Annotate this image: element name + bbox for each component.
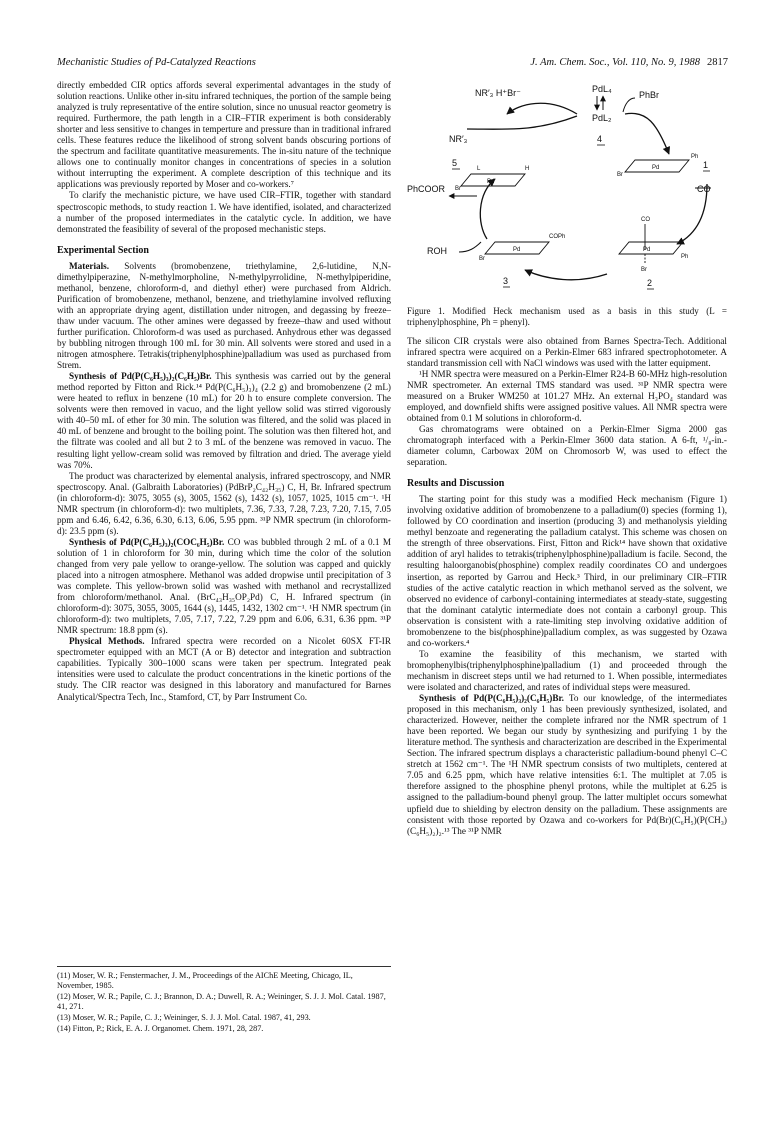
run-in-heading: Materials. bbox=[69, 260, 110, 271]
carbonyl-label: CO bbox=[641, 217, 650, 223]
roh-label: ROH bbox=[427, 246, 447, 256]
pd-label: Pd bbox=[652, 165, 660, 171]
paragraph-text: Solvents (bromobenzene, triethylamine, 2,6-lutidine, N,N-dimethylpiperazine, N-methylmorpholine, N-methylpyrrolidine, N-methylpiperidine, methanol, benzene, chloroform-d, and diethyl ether) were purchased from Aldrich. Purification of bromobenzene, methanol, benzene, and triethylamine involved refluxing with an appropriate drying agent, distillation under nitrogen, and degassing by freeze–thaw under vacuum. The other amines were degassed by freeze–thaw and used without further purification. Chloroform-d was used as purchased. Anhydrous ether was degassed by bubbling nitrogen through 100 mL for 30 min. All solvents were stored and used in a nitrogen atmosphere. Tetrakis(triphenylphosphine)palladium was used as purchased from Strem. bbox=[57, 260, 391, 371]
bromide-label: Br bbox=[479, 256, 485, 262]
footnote: (11) Moser, W. R.; Fenstermacher, J. M., Proceedings of the AIChE Meeting, Chicago, IL, November, 1985. bbox=[57, 971, 353, 990]
arc-from-amine bbox=[467, 116, 577, 129]
acyl-label: COPh bbox=[549, 234, 566, 240]
arc-oxidative-addition bbox=[625, 113, 669, 154]
arc-insertion bbox=[525, 270, 607, 280]
bromide-label: Br bbox=[641, 267, 647, 273]
paragraph-characterization: The product was characterized by elemental analysis, infrared spectroscopy, and NMR spectroscopy. Anal. (Galbraith Laboratories) (PdBrP₂C₄₂H₃₅) C, H, Br. Infrared spectrum (in chloroform-d): 3075, 3055 (s), 3005, 1562 (s), 1432 (s), 1057, 1025, 1015 cm⁻¹. ¹H NMR spectrum (in chloroform-d): two multiplets, 7.36, 7.33, 7.28, 7.23, 7.20, 7.15, 7.05 ppm and 6.46, 6.42, 6.36, 6.30, 6.13, 6.06, 5.95 ppm. ³¹P NMR spectrum (in chloroform-d): 23.5 ppm (s). bbox=[57, 470, 391, 536]
run-in-heading: Synthesis of Pd(P(C₆H₅)₃)₂(COC₆H₅)Br. bbox=[69, 536, 225, 547]
arc-phbr-in bbox=[623, 98, 635, 112]
right-column bbox=[407, 84, 727, 837]
pd-label: Pd bbox=[487, 179, 495, 185]
run-in-heading: Synthesis of Pd(P(C₆H₅)₃)₂(C₆H₅)Br. bbox=[419, 693, 564, 704]
pdl4-label: PdL₄ bbox=[592, 84, 612, 94]
section-heading-experimental: Experimental Section bbox=[57, 244, 149, 256]
paragraph: To clarify the mechanistic picture, we have used CIR–FTIR, together with standard spectroscopic methods, to study reaction 1. We have identified, isolated, and characterized a number of the proposed intermediates in the catalytic cycle. In addition, we have demonstrated the feasibility of several of the proposed mechanistic steps. bbox=[57, 190, 391, 234]
compound-2-label: 2 bbox=[647, 278, 653, 288]
paragraph-text: To our knowledge, of the intermediates proposed in this mechanism, only 1 has been previously synthesized, isolated, and characterized. However, neither the complete infrared nor the NMR spectrum of 1 have been reported. We began our study by synthesizing and purifying 1 by the literature method. The synthesis and characterization are described in the Experimental Section. The infrared spectrum displays a characteristic palladium-bound phenyl C–C stretch at 1562 cm⁻¹. The ¹H NMR spectrum consists of two multiplets, centered at 7.05 and 6.25 ppm, which have relative intensities 6:1. The multiplet at 7.05 is therefore assigned to the phosphine phenyl protons, while the multiplet at 6.25 is assigned to the palladium-bound phenyl group. The latter multiplet occurs somewhat upfield due to shielding by electron density on the palladium. These assignments are consistent with those reported by Ozawa and co-workers for Pd(Br)(C₆H₅)(P(CH₃)(C₆H₅)₂)₂.¹³ The ³¹P NMR bbox=[407, 693, 727, 836]
paragraph: The starting point for this study was a modified Heck mechanism (Figure 1) involving oxidative addition of bromobenzene to a palladium(0) species (forming 1), followed by CO coordination and insertion (producing 3) and methanolysis yielding methyl benzoate and regenerating the palladium catalyst. This scheme was chosen on the strength of three observations. First, Fitton and Rick¹⁴ have shown that oxidative addition of aryl halides to tetrakis(triphenylphosphine)palladium is facile. Second, the resulting haloorganobis(phosphine) complex readily coordinates CO and undergoes insertion, as reported by Garrou and Heck.³ Third, in our preliminary CIR–FTIR studies of the active catalytic reaction in which methanol served as the solvent, we observed no evidence of carbonyl-containing intermediates at steady-state, suggesting that the dominant catalytic intermediate does not contain a carbonyl group. This observation is consistent with a rate-limiting step involving oxidative addition of bromobenzene to the bis(phosphine)palladium complex, as was suggested by Ozawa and co-workers.⁴ bbox=[407, 494, 727, 648]
phcoor-label: PhCOOR bbox=[407, 184, 446, 194]
arc-methanolysis bbox=[480, 179, 495, 239]
phenyl-label: Ph bbox=[681, 254, 689, 260]
run-in-heading: Physical Methods. bbox=[69, 636, 145, 647]
catalytic-cycle-diagram bbox=[407, 84, 727, 294]
compound-3-label: 3 bbox=[503, 276, 509, 286]
running-head-journal bbox=[530, 57, 728, 68]
bromide-label: Br bbox=[617, 172, 623, 178]
compound-4-label: 4 bbox=[597, 134, 603, 144]
paragraph: ¹H NMR spectra were measured on a Perkin-Elmer R24-B 60-MHz high-resolution NMR spectrometer. An external TMS standard was used. ³¹P NMR spectra were measured on a Bruker WM250 at 101.27 MHz. An external H₃PO₄ standard was employed, and downfield shifts were assigned positive values. All NMR spectra were obtained from 0.1 M solutions in chloroform-d. bbox=[407, 368, 727, 423]
figure-1-scheme bbox=[407, 84, 727, 294]
phbr-label: PhBr bbox=[639, 90, 660, 100]
paragraph-synthesis-1 bbox=[57, 371, 391, 470]
run-in-heading: Synthesis of Pd(P(C₆H₅)₃)₂(C₆H₅)Br. bbox=[69, 371, 212, 382]
page-number: 2817 bbox=[707, 57, 728, 68]
paragraph-text: Infrared spectra were recorded on a Nicolet 60SX FT-IR spectrometer equipped with an MCT (A or B) detector and integration and subtraction capabilities. Typically 300–1000 scans were taken per spectrum. Integrated peak intensities were used to calculate the product concentrations in the kinetic portions of the study. The CIR reactor was designed in this laboratory and manufactured for Barnes Analytical/Spectra Tech, Inc., Stamford, CT, by Parr Instrument Co. bbox=[57, 636, 391, 702]
running-head bbox=[57, 57, 728, 73]
hydride-label: H bbox=[525, 166, 530, 172]
paragraph: Gas chromatograms were obtained on a Perkin-Elmer Sigma 2000 gas chromatograph interfaced with a Perkin-Elmer 3600 data station. A 6-ft, ¹/₈-in.-diameter column, Carbowax 20M on Chromosorb W, was used to effect the separation. bbox=[407, 423, 727, 468]
co-label: CO bbox=[697, 184, 711, 194]
amine-salt-label: NR′₃ H⁺Br⁻ bbox=[475, 88, 521, 98]
paragraph-text: CO was bubbled through 2 mL of a 0.1 M solution of 1 in chloroform for 30 min, during which time the color of the solution changed from very pale yellow to orange-yellow. The solution was capped and quickly placed into a nitrogen atmosphere. Methanol was added dropwise until precipitation of 3 was complete. This yellow-brown solid was washed with methanol and recrystallized from chloroform/methanol. Anal. (BrC₄₃H₃₅OP₂Pd) C, H. Infrared spectrum (in chloroform-d): 3075, 3055, 3005, 1644 (s), 1445, 1432, 1302 cm⁻¹. ¹H NMR spectrum (in chloroform-d): two multiplets, 7.05, 7.17, 7.22, 7.29 ppm and 6.06, 6.31, 6.36 ppm. ³¹P NMR spectrum: 18.8 ppm (s). bbox=[57, 536, 391, 636]
section-heading-results: Results and Discussion bbox=[407, 478, 505, 490]
footnote: (13) Moser, W. R.; Papile, C. J.; Weininger, S. J. J. Mol. Catal. 1987, 41, 293. bbox=[57, 1013, 311, 1022]
left-column bbox=[57, 80, 391, 703]
footnotes bbox=[57, 966, 391, 1035]
footnote-rule bbox=[57, 966, 391, 967]
paragraph-synthesis bbox=[407, 693, 727, 837]
figure-caption: Figure 1. Modified Heck mechanism used as a basis in this study (L = triphenylphosphine, Ph = phenyl). bbox=[407, 306, 727, 327]
footnote: (14) Fitton, P.; Rick, E. A. J. Organomet. Chem. 1971, 28, 287. bbox=[57, 1024, 264, 1033]
ligand-label: L bbox=[477, 166, 481, 172]
pd-plane-2 bbox=[619, 242, 683, 254]
paragraph-materials bbox=[57, 261, 391, 371]
arc-roh-in bbox=[459, 242, 481, 252]
compound-5-label: 5 bbox=[452, 158, 458, 168]
paragraph-text: This synthesis was carried out by the general method reported by Fitton and Rick.¹⁴ Pd(P(C₆H₅)₃)₄ (2.2 g) and bromobenzene (2 mL) were heated to reflux in benzene (10 mL) for 20 h to ensure complete conversion. The solvents were then removed in vacuo, and the light yellow solid was stirred vigorously with 40–50 mL of ether for 30 min. The solution was filtered, and the solid was placed in 40 mL of benzene and brought to the boiling point. The solution was then filtered hot, and the filtrate was cooled and all but 2 to 3 mL of the benzene was removed in vacuo. The resulting light yellow-cream solid was removed by filtration and dried. The average yield was 70%. bbox=[57, 371, 391, 470]
paragraph-physical-methods bbox=[57, 636, 391, 702]
running-head-title: Mechanistic Studies of Pd-Catalyzed Reactions bbox=[57, 57, 256, 68]
journal-citation: J. Am. Chem. Soc., Vol. 110, No. 9, 1988 bbox=[530, 57, 700, 68]
pd-label: Pd bbox=[643, 247, 651, 253]
compound-1-label: 1 bbox=[703, 160, 709, 170]
pdl2-label: PdL₂ bbox=[592, 113, 612, 123]
phenyl-label: Ph bbox=[691, 154, 699, 160]
paragraph: The silicon CIR crystals were also obtained from Barnes Spectra-Tech. Additional infrared spectra were acquired on a Perkin-Elmer 683 infrared spectrophotometer. A standard transmission cell with NaCl windows was used with the latter equipment. bbox=[407, 335, 727, 368]
bromide-label: Br bbox=[455, 186, 461, 192]
footnote: (12) Moser, W. R.; Papile, C. J.; Brannon, D. A.; Duwell, R. A.; Weininger, S. J. J. Mol. Catal. 1987, 41, 271. bbox=[57, 992, 386, 1011]
paragraph-synthesis-2 bbox=[57, 537, 391, 636]
pd-label: Pd bbox=[513, 247, 521, 253]
paragraph: To examine the feasibility of this mechanism, we started with bromophenylbis(triphenylphosphine)palladium (1) and proceeded through the mechanism in discreet steps until we had returned to 1. When possible, intermediates were isolated and characterized, and rates of individual steps were measured. bbox=[407, 648, 727, 692]
amine-label: NR′₃ bbox=[449, 134, 468, 144]
arc-to-amine-salt bbox=[507, 103, 577, 114]
paragraph: directly embedded CIR optics affords several experimental advantages in the study of solution reactions. Unlike other in-situ infrared techniques, the portion of the sample being analyzed is truly representative of the entire solution, since no unusual reactor geometry is required. Furthermore, the path length in a CIR–FTIR experiment is both considerably shorter and less sensitive to changes in temperture and pressure than in traditional infrared cells. These features reduce the likelihood of strong solvent bands obscuring portions of the spectrum and facilitate quantitative measurements. The in-situ nature of the technique allows one to continually monitor changes in concentrations of species in a solution without interrupting the experiment. A complete description of this technique and its applications was previously reported by Moser and co-workers.⁷ bbox=[57, 80, 391, 190]
